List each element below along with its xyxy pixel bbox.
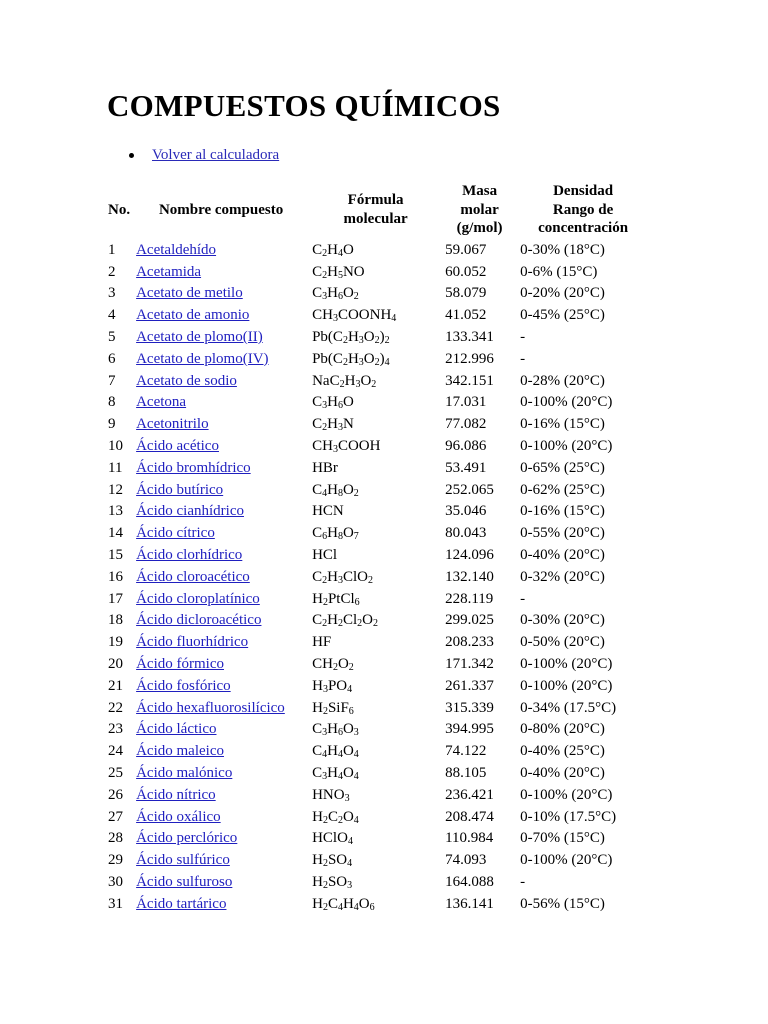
table-row	[105, 784, 649, 806]
nav-list-item	[110, 145, 279, 165]
header-formula	[309, 180, 442, 240]
row-concentration-range: 0-34% (17.5°C)	[520, 699, 617, 716]
row-number: 12	[108, 481, 123, 498]
page-title: COMPUESTOS QUÍMICOS	[107, 88, 501, 123]
header-mass-line: molar	[460, 201, 499, 218]
row-number: 30	[108, 874, 123, 890]
row-number: 3	[108, 285, 116, 302]
table-row	[105, 566, 649, 588]
row-molar-mass: 236.421	[445, 786, 494, 803]
row-concentration-range: 0-56% (15°C)	[520, 895, 605, 912]
row-name-cell	[133, 327, 309, 349]
row-molar-mass: 171.342	[445, 656, 494, 673]
row-concentration-range: 0-30% (20°C)	[520, 612, 605, 629]
table-row	[105, 283, 649, 305]
row-formula: $C_3H_6O_2$	[312, 285, 359, 303]
row-formula: HBr	[312, 459, 338, 476]
compound-link[interactable]: Acetato de amonio	[136, 307, 250, 324]
header-density-line: Densidad	[553, 183, 614, 199]
row-formula: HF	[312, 634, 332, 651]
compound-link[interactable]: Ácido acético	[136, 438, 219, 455]
row-molar-mass: 110.984	[445, 830, 494, 847]
row-concentration-range: 0-16% (15°C)	[520, 503, 605, 520]
row-concentration-range: 0-100% (20°C)	[520, 394, 613, 411]
table-header-row	[105, 180, 649, 240]
row-name-cell	[133, 850, 309, 872]
row-molar-mass: 58.079	[445, 285, 487, 302]
compound-link[interactable]: Acetamida	[136, 263, 202, 280]
row-name-cell	[133, 784, 309, 806]
row-formula: $C_3H_4O_4$	[312, 765, 359, 783]
table-row	[105, 850, 649, 872]
compound-link[interactable]: Ácido perclórico	[136, 830, 238, 847]
row-molar-mass: 53.491	[445, 459, 487, 476]
table-body	[105, 240, 649, 916]
table-row	[105, 893, 649, 915]
row-molar-mass: 133.341	[445, 329, 494, 346]
row-number: 4	[108, 307, 116, 324]
table-row	[105, 806, 649, 828]
compounds-table	[105, 180, 649, 915]
row-number: 26	[108, 786, 123, 803]
row-molar-mass: 394.995	[445, 721, 494, 738]
row-concentration-range: 0-100% (20°C)	[520, 786, 613, 803]
row-formula: $C_2H_2Cl_2O_2$	[312, 612, 378, 630]
compound-link[interactable]: Ácido tartárico	[136, 895, 227, 912]
row-molar-mass: 228.119	[445, 590, 494, 607]
compound-link[interactable]: Ácido nítrico	[136, 786, 216, 803]
table-row	[105, 741, 649, 763]
row-number: 15	[108, 547, 123, 564]
row-formula: $H_2SO_3$	[312, 874, 353, 891]
table-row	[105, 828, 649, 850]
row-concentration-range: 0-32% (20°C)	[520, 568, 605, 585]
row-concentration-range: 0-40% (20°C)	[520, 765, 605, 782]
table-row	[105, 305, 649, 327]
row-concentration-range: 0-80% (20°C)	[520, 721, 605, 738]
compound-link[interactable]: Ácido dicloroacético	[136, 612, 262, 629]
back-to-calculator-link[interactable]: Volver al calculadora	[152, 147, 280, 163]
row-concentration-range: 0-100% (20°C)	[520, 852, 613, 869]
row-concentration-range: 0-20% (20°C)	[520, 285, 605, 302]
row-molar-mass: 35.046	[445, 503, 487, 520]
row-number: 13	[108, 503, 123, 520]
row-formula: $CH_3COOH$	[312, 438, 381, 456]
row-molar-mass: 315.339	[445, 699, 494, 716]
row-number: 19	[108, 634, 123, 651]
table-row	[105, 370, 649, 392]
row-name-cell	[133, 436, 309, 458]
compound-link[interactable]: Ácido maleico	[136, 743, 224, 760]
row-formula: $H_2C_2O_4$	[312, 808, 359, 826]
compound-link[interactable]: Acetato de metilo	[136, 285, 243, 302]
row-concentration-range: 0-62% (25°C)	[520, 481, 605, 498]
compound-link[interactable]: Ácido cianhídrico	[136, 503, 244, 520]
row-name-cell	[133, 305, 309, 327]
table-row	[105, 327, 649, 349]
compound-link[interactable]: Ácido cítrico	[136, 525, 215, 542]
row-name-cell	[133, 348, 309, 370]
header-formula-line: Fórmula	[347, 192, 404, 209]
row-concentration-range: 0-6% (15°C)	[520, 263, 598, 280]
compound-link[interactable]: Ácido bromhídrico	[136, 459, 251, 476]
row-molar-mass: 342.151	[445, 372, 494, 389]
row-name-cell	[133, 588, 309, 610]
row-molar-mass: 252.065	[445, 481, 494, 498]
row-concentration-range: 0-28% (20°C)	[520, 372, 605, 389]
header-density	[517, 180, 649, 240]
compound-link[interactable]: Acetato de plomo(II)	[136, 329, 263, 346]
row-number: 6	[108, 350, 116, 367]
row-name-cell	[133, 370, 309, 392]
row-name-cell	[133, 697, 309, 719]
compound-link[interactable]: Ácido cloroplatínico	[136, 590, 260, 607]
row-formula: $HNO_3$	[312, 786, 350, 804]
row-molar-mass: 96.086	[445, 438, 487, 455]
row-molar-mass: 208.233	[445, 634, 494, 651]
row-molar-mass: 124.096	[445, 547, 494, 564]
row-number: 17	[108, 590, 123, 607]
row-formula: $Pb(C_2H_3O_2)_4$	[312, 350, 390, 368]
row-name-cell	[133, 392, 309, 414]
row-molar-mass: 132.140	[445, 568, 494, 585]
row-name-cell	[133, 261, 309, 283]
row-concentration-range: 0-10% (17.5°C)	[520, 808, 617, 825]
table-row	[105, 763, 649, 785]
row-number: 5	[108, 329, 116, 346]
row-formula: $C_4H_8O_2$	[312, 481, 359, 499]
table-row	[105, 240, 649, 262]
row-name-cell	[133, 763, 309, 785]
row-name-cell	[133, 719, 309, 741]
header-mass-line: (g/mol)	[456, 220, 503, 236]
row-molar-mass: 164.088	[445, 874, 494, 890]
row-formula: HCl	[312, 547, 338, 564]
row-molar-mass: 136.141	[445, 895, 494, 912]
row-molar-mass: 208.474	[445, 808, 494, 825]
row-concentration-range: 0-16% (15°C)	[520, 416, 605, 433]
row-name-cell	[133, 675, 309, 697]
row-formula: $C_4H_4O_4$	[312, 743, 359, 761]
row-name-cell	[133, 545, 309, 567]
row-name-cell	[133, 457, 309, 479]
table-row	[105, 457, 649, 479]
row-concentration-range: 0-100% (20°C)	[520, 438, 613, 455]
row-concentration-range: 0-30% (18°C)	[520, 241, 605, 258]
row-concentration-range: 0-45% (25°C)	[520, 307, 605, 324]
compound-link[interactable]: Acetonitrilo	[136, 416, 209, 433]
table-row	[105, 675, 649, 697]
row-formula: $C_2H_5NO$	[312, 263, 365, 281]
compound-link[interactable]: Ácido hexafluorosilícico	[136, 699, 285, 716]
table-row	[105, 654, 649, 676]
compound-link[interactable]: Acetato de plomo(IV)	[136, 350, 269, 367]
row-name-cell	[133, 414, 309, 436]
row-name-cell	[133, 240, 309, 262]
table-row	[105, 632, 649, 654]
header-density-line: concentración	[538, 220, 629, 236]
row-concentration-range: 0-55% (20°C)	[520, 525, 605, 542]
row-name-cell	[133, 893, 309, 915]
row-formula: HClO$_4$	[312, 830, 353, 848]
row-concentration-range: 0-70% (15°C)	[520, 830, 605, 847]
compound-link[interactable]: Ácido malónico	[136, 765, 233, 782]
row-number: 2	[108, 263, 116, 280]
row-molar-mass: 261.337	[445, 677, 494, 694]
compound-link[interactable]: Ácido láctico	[136, 721, 217, 738]
row-number: 7	[108, 372, 116, 389]
table-row	[105, 610, 649, 632]
row-concentration-range: -	[520, 329, 526, 346]
row-formula: $CH_2O_2$	[312, 656, 354, 674]
row-concentration-range: 0-40% (25°C)	[520, 743, 605, 760]
row-formula: $CH_3COONH_4$	[312, 307, 397, 325]
row-number: 23	[108, 721, 123, 738]
compound-link[interactable]: Ácido butírico	[136, 481, 224, 498]
row-concentration-range: -	[520, 590, 526, 607]
table-row	[105, 523, 649, 545]
row-concentration-range: -	[520, 874, 526, 890]
row-formula: $C_3H_6O$	[312, 394, 354, 412]
compound-link[interactable]: Ácido fosfórico	[136, 677, 231, 694]
row-concentration-range: 0-100% (20°C)	[520, 677, 613, 694]
row-number: 20	[108, 656, 123, 673]
row-number: 16	[108, 568, 123, 585]
row-concentration-range: 0-100% (20°C)	[520, 656, 613, 673]
row-name-cell	[133, 523, 309, 545]
row-molar-mass: 212.996	[445, 350, 494, 367]
compound-link[interactable]: Acetato de sodio	[136, 372, 237, 389]
table-row	[105, 501, 649, 523]
row-molar-mass: 88.105	[445, 765, 487, 782]
header-formula-line: molecular	[343, 210, 408, 227]
row-molar-mass: 17.031	[445, 394, 487, 411]
row-formula: $H_2SO_4$	[312, 852, 353, 870]
row-molar-mass: 59.067	[445, 241, 487, 258]
header-mass	[442, 180, 517, 240]
header-mass-line: Masa	[462, 183, 498, 199]
table-row	[105, 414, 649, 436]
compound-link[interactable]: Ácido sulfuroso	[136, 874, 233, 890]
row-name-cell	[133, 872, 309, 894]
table-row	[105, 261, 649, 283]
row-number: 10	[108, 438, 123, 455]
table-row	[105, 436, 649, 458]
row-number: 9	[108, 416, 116, 433]
row-number: 22	[108, 699, 123, 716]
compound-link[interactable]: Ácido oxálico	[136, 808, 221, 825]
row-formula: $C_2H_3ClO_2$	[312, 568, 373, 586]
table-row	[105, 872, 649, 894]
table-row	[105, 697, 649, 719]
row-name-cell	[133, 828, 309, 850]
row-number: 1	[108, 241, 116, 258]
compound-link[interactable]: Acetona	[136, 394, 187, 411]
row-formula: $H_3PO_4$	[312, 677, 353, 695]
row-name-cell	[133, 566, 309, 588]
row-name-cell	[133, 610, 309, 632]
row-number: 25	[108, 765, 123, 782]
row-number: 21	[108, 677, 123, 694]
header-no: No.	[108, 201, 131, 218]
row-number: 8	[108, 394, 116, 411]
header-density-line: Rango de	[552, 201, 614, 218]
row-molar-mass: 299.025	[445, 612, 494, 629]
table-row	[105, 479, 649, 501]
row-formula: $C_3H_6O_3$	[312, 721, 359, 739]
row-number: 14	[108, 525, 123, 542]
row-concentration-range: 0-50% (20°C)	[520, 634, 605, 651]
row-name-cell	[133, 283, 309, 305]
row-concentration-range: 0-65% (25°C)	[520, 459, 605, 476]
table-row	[105, 719, 649, 741]
row-formula: $NaC_2H_3O_2$	[312, 372, 377, 390]
compound-link[interactable]: Ácido sulfúrico	[136, 852, 230, 869]
row-name-cell	[133, 479, 309, 501]
row-name-cell	[133, 632, 309, 654]
row-molar-mass: 41.052	[445, 307, 487, 324]
row-number: 27	[108, 808, 123, 825]
row-number: 24	[108, 743, 123, 760]
row-name-cell	[133, 654, 309, 676]
row-molar-mass: 74.093	[445, 852, 487, 869]
table-row	[105, 348, 649, 370]
nav-list	[110, 145, 279, 165]
compound-link[interactable]: Acetaldehído	[136, 241, 217, 258]
table-row	[105, 588, 649, 610]
row-formula: $C_6H_8O_7$	[312, 525, 359, 543]
table-row	[105, 545, 649, 567]
row-molar-mass: 60.052	[445, 263, 487, 280]
row-concentration-range: -	[520, 350, 526, 367]
row-number: 28	[108, 830, 123, 847]
compound-link[interactable]: Ácido fluorhídrico	[136, 634, 249, 651]
row-concentration-range: 0-40% (20°C)	[520, 547, 605, 564]
row-name-cell	[133, 501, 309, 523]
row-molar-mass: 74.122	[445, 743, 487, 760]
header-name: Nombre compuesto	[158, 201, 284, 218]
row-molar-mass: 80.043	[445, 525, 487, 542]
row-number: 29	[108, 852, 123, 869]
row-number: 18	[108, 612, 123, 629]
table-row	[105, 392, 649, 414]
row-formula: $H_2PtCl_6$	[312, 590, 360, 608]
row-number: 11	[108, 459, 123, 476]
compound-link[interactable]: Ácido cloroacético	[136, 568, 250, 585]
row-molar-mass: 77.082	[445, 416, 487, 433]
compound-link[interactable]: Ácido clorhídrico	[136, 547, 243, 564]
row-formula: $C_2H_4O$	[312, 241, 354, 259]
row-formula: $H_2SiF_6$	[312, 699, 354, 717]
row-number: 31	[108, 895, 123, 912]
row-name-cell	[133, 741, 309, 763]
row-formula: $Pb(C_2H_3O_2)_2$	[312, 329, 390, 347]
row-formula: $H_2C_4H_4O_6$	[312, 895, 375, 913]
row-formula: HCN	[312, 503, 344, 520]
row-formula: $C_2H_3N$	[312, 416, 354, 434]
compound-link[interactable]: Ácido fórmico	[136, 656, 224, 673]
row-name-cell	[133, 806, 309, 828]
